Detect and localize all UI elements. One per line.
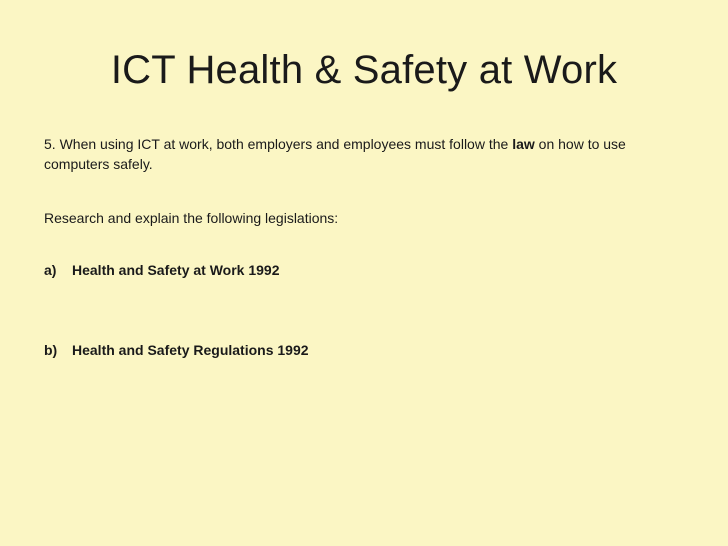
list-item-text: Health and Safety Regulations 1992 (72, 342, 309, 358)
list-item-text: Health and Safety at Work 1992 (72, 262, 280, 278)
question-text-before: 5. When using ICT at work, both employers and employees must follow the (44, 136, 513, 152)
list-item-marker: a) (44, 262, 57, 278)
list-item-b (44, 340, 684, 360)
law-emphasis: law (512, 136, 535, 152)
instruction-paragraph: Research and explain the following legislations: (44, 210, 339, 226)
slide-title: ICT Health & Safety at Work (110, 48, 618, 92)
slide-content (44, 134, 684, 358)
list-item-marker: b) (44, 342, 58, 358)
list-item-a (44, 260, 684, 280)
question-paragraph (44, 134, 684, 174)
question-text-after: on how to use computers safely. (44, 136, 626, 172)
